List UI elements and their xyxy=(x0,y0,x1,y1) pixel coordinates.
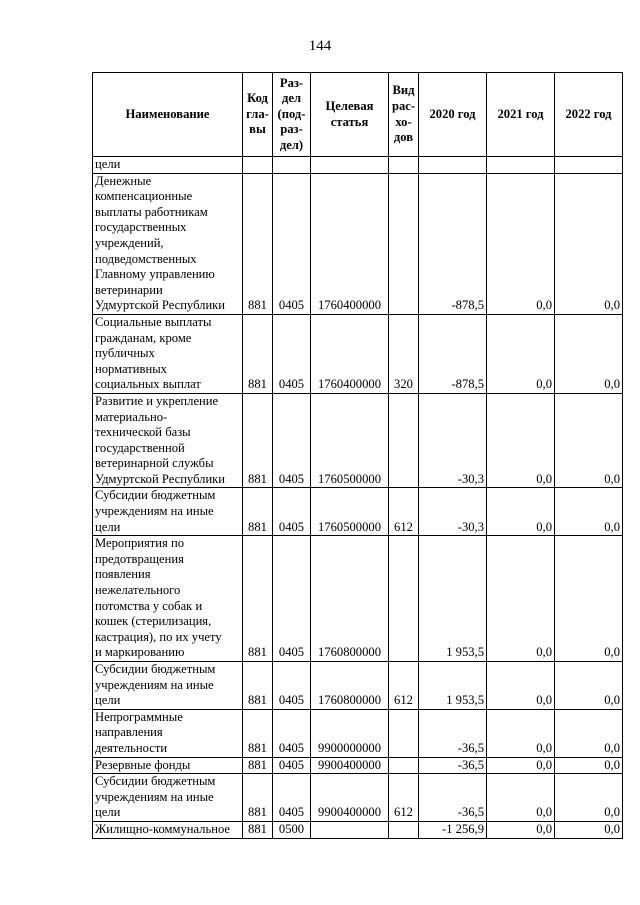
target-article-cell: 1760800000 xyxy=(311,536,389,662)
section-code-cell: 0405 xyxy=(273,709,311,757)
item-name-line: и маркированию xyxy=(95,645,185,660)
header-line: Целевая xyxy=(325,98,374,113)
amount-2021-cell: 0,0 xyxy=(487,774,555,822)
target-article-cell: 9900400000 xyxy=(311,774,389,822)
expense-type-cell xyxy=(389,173,419,314)
amount-2020-cell xyxy=(419,157,487,174)
item-name-line: предотвращения xyxy=(95,551,184,566)
chapter-code-cell: 881 xyxy=(243,488,273,536)
table-row xyxy=(93,393,623,488)
item-name-cell xyxy=(93,536,243,662)
chapter-code-cell: 881 xyxy=(243,173,273,314)
target-article-cell: 9900000000 xyxy=(311,709,389,757)
target-article-cell: 9900400000 xyxy=(311,757,389,774)
item-name-cell xyxy=(93,757,243,774)
table-body xyxy=(93,157,623,839)
chapter-code-cell: 881 xyxy=(243,536,273,662)
amount-2022-cell: 0,0 xyxy=(555,314,623,393)
amount-2020-cell: -30,3 xyxy=(419,488,487,536)
item-name-line: нежелательного xyxy=(95,583,181,598)
section-code-cell: 0500 xyxy=(273,821,311,838)
item-name-line: цели xyxy=(95,805,121,820)
target-article-cell: 1760800000 xyxy=(311,662,389,710)
amount-2022-cell: 0,0 xyxy=(555,709,623,757)
item-name-cell xyxy=(93,393,243,488)
item-name-line: учреждениям на иные xyxy=(95,504,214,519)
item-name-line: нормативных xyxy=(95,361,167,376)
item-name-line: публичных xyxy=(95,346,155,361)
item-name-line: выплаты работникам xyxy=(95,204,208,219)
amount-2022-cell: 0,0 xyxy=(555,173,623,314)
item-name-line: учреждениям на иные xyxy=(95,789,214,804)
amount-2021-cell: 0,0 xyxy=(487,173,555,314)
header-line: Вид xyxy=(392,83,415,98)
budget-table xyxy=(92,72,623,839)
item-name-line: цели xyxy=(95,693,121,708)
chapter-code-cell: 881 xyxy=(243,821,273,838)
item-name-cell xyxy=(93,314,243,393)
expense-type-cell xyxy=(389,709,419,757)
item-name-line: потомства у собак и xyxy=(95,598,203,613)
amount-2020-cell: -36,5 xyxy=(419,774,487,822)
chapter-code-cell: 881 xyxy=(243,662,273,710)
item-name-line: государственных xyxy=(95,220,187,235)
table-row xyxy=(93,314,623,393)
header-line: дел) xyxy=(279,137,304,152)
amount-2020-cell: 1 953,5 xyxy=(419,662,487,710)
chapter-code-cell: 881 xyxy=(243,757,273,774)
item-name-cell xyxy=(93,709,243,757)
target-article-cell: 1760400000 xyxy=(311,173,389,314)
item-name-line: появления xyxy=(95,567,151,582)
item-name-line: Удмуртской Республики xyxy=(95,298,226,313)
header-year-2022: 2022 год xyxy=(555,73,623,157)
header-line: дов xyxy=(393,130,414,145)
header-year-2020: 2020 год xyxy=(419,73,487,157)
section-code-cell: 0405 xyxy=(273,488,311,536)
item-name-line: учреждениям на иные xyxy=(95,677,214,692)
table-header-row xyxy=(93,73,623,157)
item-name-line: деятельности xyxy=(95,740,168,755)
section-code-cell: 0405 xyxy=(273,173,311,314)
item-name-line: Мероприятия по xyxy=(95,536,185,551)
header-line: статья xyxy=(330,114,369,129)
expense-type-cell xyxy=(389,157,419,174)
target-article-cell: 1760400000 xyxy=(311,314,389,393)
amount-2021-cell: 0,0 xyxy=(487,536,555,662)
chapter-code-cell: 881 xyxy=(243,393,273,488)
item-name-line: подведомственных xyxy=(95,251,197,266)
header-line: дел xyxy=(281,91,302,106)
table-row xyxy=(93,157,623,174)
amount-2021-cell: 0,0 xyxy=(487,662,555,710)
page-number: 144 xyxy=(308,38,332,54)
amount-2022-cell: 0,0 xyxy=(555,536,623,662)
amount-2022-cell: 0,0 xyxy=(555,662,623,710)
item-name-cell xyxy=(93,774,243,822)
header-line: раз- xyxy=(280,122,303,137)
expense-type-cell xyxy=(389,757,419,774)
expense-type-cell: 612 xyxy=(389,774,419,822)
item-name-line: Субсидии бюджетным xyxy=(95,488,216,503)
header-line: вы xyxy=(249,122,266,137)
section-code-cell: 0405 xyxy=(273,536,311,662)
section-code-cell: 0405 xyxy=(273,314,311,393)
amount-2021-cell: 0,0 xyxy=(487,821,555,838)
amount-2020-cell: 1 953,5 xyxy=(419,536,487,662)
item-name-line: Развитие и укрепление xyxy=(95,393,219,408)
amount-2021-cell: 0,0 xyxy=(487,757,555,774)
item-name-line: ветеринарии xyxy=(95,282,163,297)
section-code-cell: 0405 xyxy=(273,774,311,822)
item-name-line: Социальные выплаты xyxy=(95,314,212,329)
item-name-cell xyxy=(93,488,243,536)
section-code-cell xyxy=(273,157,311,174)
target-article-cell: 1760500000 xyxy=(311,488,389,536)
item-name-line: кастрация), по их учету xyxy=(95,629,222,644)
amount-2022-cell: 0,0 xyxy=(555,821,623,838)
amount-2021-cell xyxy=(487,157,555,174)
table-row xyxy=(93,488,623,536)
amount-2020-cell: -36,5 xyxy=(419,757,487,774)
amount-2021-cell: 0,0 xyxy=(487,709,555,757)
item-name-line: Резервные фонды xyxy=(95,757,191,772)
section-code-cell: 0405 xyxy=(273,757,311,774)
item-name-line: государственной xyxy=(95,440,185,455)
amount-2020-cell: -1 256,9 xyxy=(419,821,487,838)
header-line: рас- xyxy=(391,98,416,113)
target-article-cell xyxy=(311,157,389,174)
item-name-line: Жилищно-коммунальное xyxy=(95,821,230,836)
amount-2022-cell: 0,0 xyxy=(555,488,623,536)
item-name-line: социальных выплат xyxy=(95,377,201,392)
target-article-cell xyxy=(311,821,389,838)
item-name-line: Субсидии бюджетным xyxy=(95,774,216,789)
item-name-line: цели xyxy=(95,157,121,171)
target-article-cell: 1760500000 xyxy=(311,393,389,488)
item-name-line: Субсидии бюджетным xyxy=(95,662,216,676)
section-code-cell: 0405 xyxy=(273,662,311,710)
amount-2022-cell: 0,0 xyxy=(555,757,623,774)
header-line: Раз- xyxy=(279,75,304,90)
table-row xyxy=(93,662,623,710)
table-row xyxy=(93,774,623,822)
amount-2020-cell: -30,3 xyxy=(419,393,487,488)
table-row xyxy=(93,536,623,662)
amount-2021-cell: 0,0 xyxy=(487,314,555,393)
expense-type-cell: 320 xyxy=(389,314,419,393)
item-name-line: Денежные xyxy=(95,173,152,188)
item-name-line: Непрограммные xyxy=(95,709,183,724)
item-name-line: ветеринарной службы xyxy=(95,456,214,471)
chapter-code-cell: 881 xyxy=(243,709,273,757)
amount-2022-cell: 0,0 xyxy=(555,393,623,488)
amount-2022-cell: 0,0 xyxy=(555,774,623,822)
item-name-cell xyxy=(93,662,243,710)
table-row xyxy=(93,709,623,757)
expense-type-cell: 612 xyxy=(389,488,419,536)
expense-type-cell xyxy=(389,821,419,838)
amount-2020-cell: -878,5 xyxy=(419,173,487,314)
chapter-code-cell: 881 xyxy=(243,314,273,393)
item-name-cell xyxy=(93,821,243,838)
chapter-code-cell: 881 xyxy=(243,774,273,822)
item-name-cell xyxy=(93,157,243,174)
item-name-line: технической базы xyxy=(95,425,191,440)
amount-2020-cell: -36,5 xyxy=(419,709,487,757)
item-name-line: направления xyxy=(95,725,163,740)
header-expense-type xyxy=(389,73,419,157)
header-name: Наименование xyxy=(93,73,243,157)
amount-2021-cell: 0,0 xyxy=(487,393,555,488)
amount-2021-cell: 0,0 xyxy=(487,488,555,536)
expense-type-cell: 612 xyxy=(389,662,419,710)
item-name-cell xyxy=(93,173,243,314)
header-line: (под- xyxy=(277,106,306,121)
amount-2020-cell: -878,5 xyxy=(419,314,487,393)
table-row xyxy=(93,757,623,774)
item-name-line: Удмуртской Республики xyxy=(95,471,226,486)
chapter-code-cell xyxy=(243,157,273,174)
header-year-2021: 2021 год xyxy=(487,73,555,157)
table-row xyxy=(93,173,623,314)
header-line: гла- xyxy=(246,106,269,121)
item-name-line: материально- xyxy=(95,409,168,424)
amount-2022-cell xyxy=(555,157,623,174)
expense-type-cell xyxy=(389,393,419,488)
item-name-line: гражданам, кроме xyxy=(95,330,192,345)
item-name-line: компенсационные xyxy=(95,189,193,204)
header-section xyxy=(273,73,311,157)
expense-type-cell xyxy=(389,536,419,662)
item-name-line: кошек (стерилизация, xyxy=(95,614,212,629)
header-chapter-code xyxy=(243,73,273,157)
item-name-line: учреждений, xyxy=(95,235,164,250)
section-code-cell: 0405 xyxy=(273,393,311,488)
table-row xyxy=(93,821,623,838)
item-name-line: Главному управлению xyxy=(95,267,215,282)
header-line: Код xyxy=(247,91,268,106)
item-name-line: цели xyxy=(95,519,121,534)
header-target-article xyxy=(311,73,389,157)
header-line: хо- xyxy=(395,114,412,129)
